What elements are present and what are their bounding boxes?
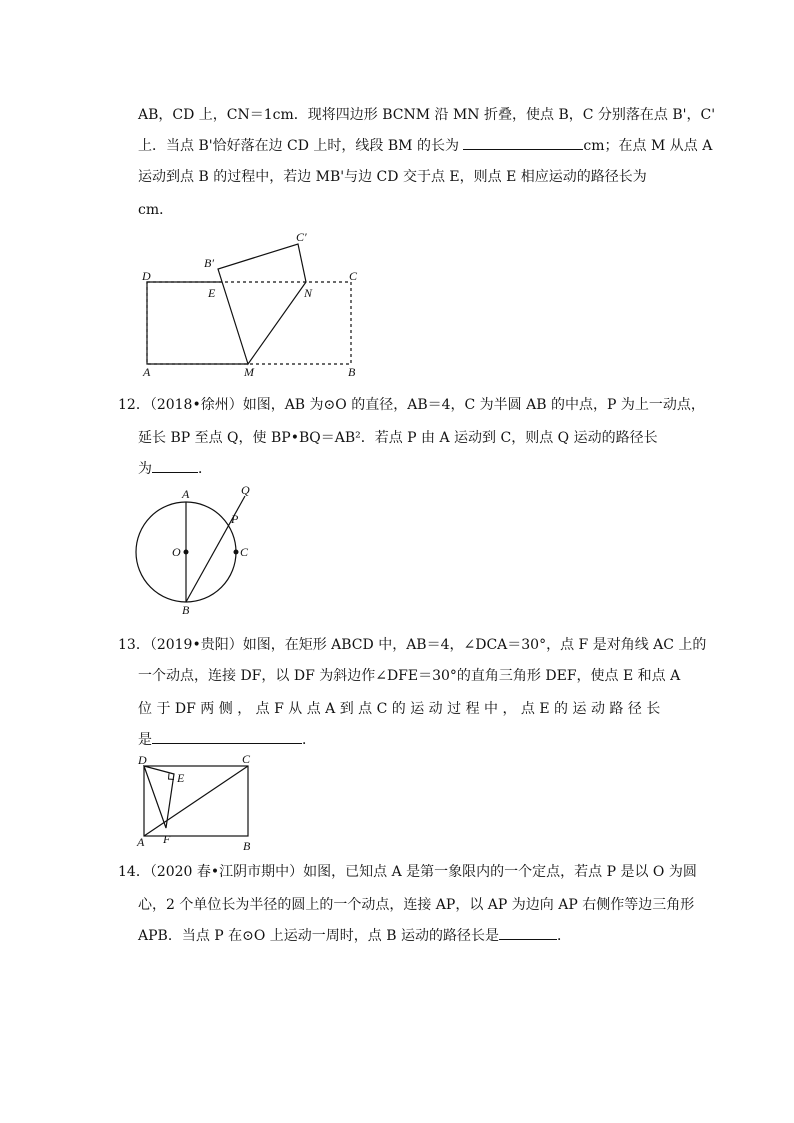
q13-line-2: 一个动点，连接 DF，以 DF 为斜边作∠DFE＝30°的直角三角形 DEF，使点 E 和点 A: [138, 668, 681, 684]
q13-label-d: D: [138, 753, 147, 767]
q12-label-a: A: [182, 487, 190, 501]
q14-answer-blank[interactable]: [499, 925, 557, 940]
q11-folded-quadrilateral: [218, 244, 306, 364]
q11-line-2: [138, 135, 712, 155]
q14-line-2: 心，2 个单位长为半径的圆上的一个动点，连接 AP，以 AP 为边向 AP 右侧作等边三角形: [138, 897, 695, 913]
q11-label-c: C: [349, 269, 358, 283]
q13-line-3: 位 于 DF 两 侧 ， 点 F 从 点 A 到 点 C 的 运 动 过 程 中 ， 点 E 的 运 动 路 径 长: [138, 701, 661, 717]
q11-label-d: D: [142, 269, 151, 283]
q13-label-c: C: [242, 752, 251, 766]
q12-label-c: C: [240, 545, 249, 559]
q11-answer-blank-1[interactable]: [463, 135, 583, 150]
q12-figure: [130, 484, 260, 618]
q12-point-o: [184, 550, 189, 555]
q12-label-o: O: [172, 545, 181, 559]
q12-point-c: [234, 550, 239, 555]
q11-label-n: N: [304, 286, 313, 300]
q11-label-c-prime: C′: [296, 230, 307, 244]
q13-label-a: A: [137, 835, 145, 849]
q11-label-a: A: [143, 365, 151, 379]
q13-answer-blank[interactable]: [152, 729, 302, 744]
q12-answer-blank[interactable]: [152, 458, 198, 473]
q11-label-m: M: [244, 365, 254, 379]
q14-line-1: 14．（2020 春•江阴市期中）如图，已知点 A 是第一象限内的一个定点，若点 P 是以 O 为圆: [118, 864, 697, 880]
q13-line-4-end: ．: [302, 732, 316, 748]
q13-line-4: [138, 729, 316, 749]
q12-label-b: B: [182, 603, 190, 617]
q11-line-2-unit: cm；在点 M 从点 A: [583, 138, 713, 154]
q11-label-b: B: [348, 365, 356, 379]
q11-figure: [136, 228, 366, 380]
q13-diagonal-ac: [144, 766, 248, 836]
q12-line-2: 延长 BP 至点 Q，使 BP•BQ＝AB²．若点 P 由 A 运动到 C，则点 Q 运动的路径长: [138, 430, 658, 446]
q11-line-3: 运动到点 B 的过程中，若边 MB'与边 CD 交于点 E，则点 E 相应运动的路径长为: [138, 169, 647, 185]
q11-label-e: E: [208, 286, 216, 300]
q13-line-1: 13．（2019•贵阳）如图，在矩形 ABCD 中，AB＝4，∠DCA＝30°，点 F 是对角线 AC 上的: [118, 637, 707, 653]
q11-line-4: cm．: [138, 202, 174, 218]
q11-rectangle-solid: [147, 282, 248, 364]
q11-line-2-text: 上．当点 B'恰好落在边 CD 上时，线段 BM 的长为: [138, 138, 459, 154]
q11-folded-region-dashed: [147, 282, 351, 364]
q13-line-4-text: 是: [138, 732, 152, 748]
q13-figure: [134, 750, 258, 854]
q13-label-b: B: [243, 839, 251, 853]
q14-line-3-end: ．: [556, 928, 571, 944]
q12-label-q: Q: [241, 484, 250, 497]
q12-label-p: P: [231, 512, 239, 526]
q13-label-e: E: [177, 771, 185, 785]
q11-line-1: AB，CD 上，CN＝1cm．现将四边形 BCNM 沿 MN 折叠，使点 B，C 分别落在点 B'，C': [138, 107, 716, 123]
q12-line-3-end: ．: [198, 461, 212, 477]
q12-line-1: 12．（2018•徐州）如图，AB 为⊙O 的直径，AB＝4，C 为半圆 AB 的中点，P 为上一动点，: [118, 397, 705, 413]
q13-label-f: F: [163, 832, 171, 846]
q12-line-3: [138, 458, 212, 478]
q14-line-3-text: APB．当点 P 在⊙O 上运动一周时，点 B 运动的路径长是: [138, 928, 499, 944]
q12-line-3-text: 为: [138, 461, 152, 477]
q11-label-b-prime: B′: [204, 256, 214, 270]
q14-line-3: [138, 925, 571, 945]
